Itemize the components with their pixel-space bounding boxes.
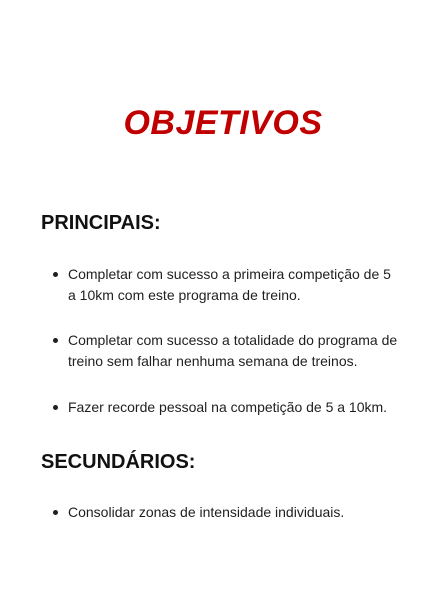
bullet-icon	[53, 272, 58, 277]
list-item-text: Completar com sucesso a totalidade do programa de treino sem falhar nenhuma semana de treinos.	[68, 332, 398, 369]
list-item-text: Fazer recorde pessoal na competição de 5 a 10km.	[68, 399, 388, 415]
bullet-icon	[53, 338, 58, 343]
bullet-icon	[53, 510, 58, 515]
list-item	[50, 264, 402, 306]
list-item-text: Consolidar zonas de intensidade individuais.	[68, 504, 345, 520]
list-item	[50, 397, 402, 418]
section-heading-principal: PRINCIPAIS:	[41, 212, 161, 234]
secondary-goals-list	[50, 502, 402, 523]
list-item	[50, 330, 402, 372]
list-item-text: Completar com sucesso a primeira competição de 5 a 10km com este programa de treino.	[68, 266, 391, 303]
principal-goals-list	[50, 264, 402, 442]
list-item	[50, 502, 402, 523]
section-heading-secondary: SECUNDÁRIOS:	[41, 451, 196, 473]
page-title: OBJETIVOS	[123, 104, 323, 142]
bullet-icon	[53, 405, 58, 410]
